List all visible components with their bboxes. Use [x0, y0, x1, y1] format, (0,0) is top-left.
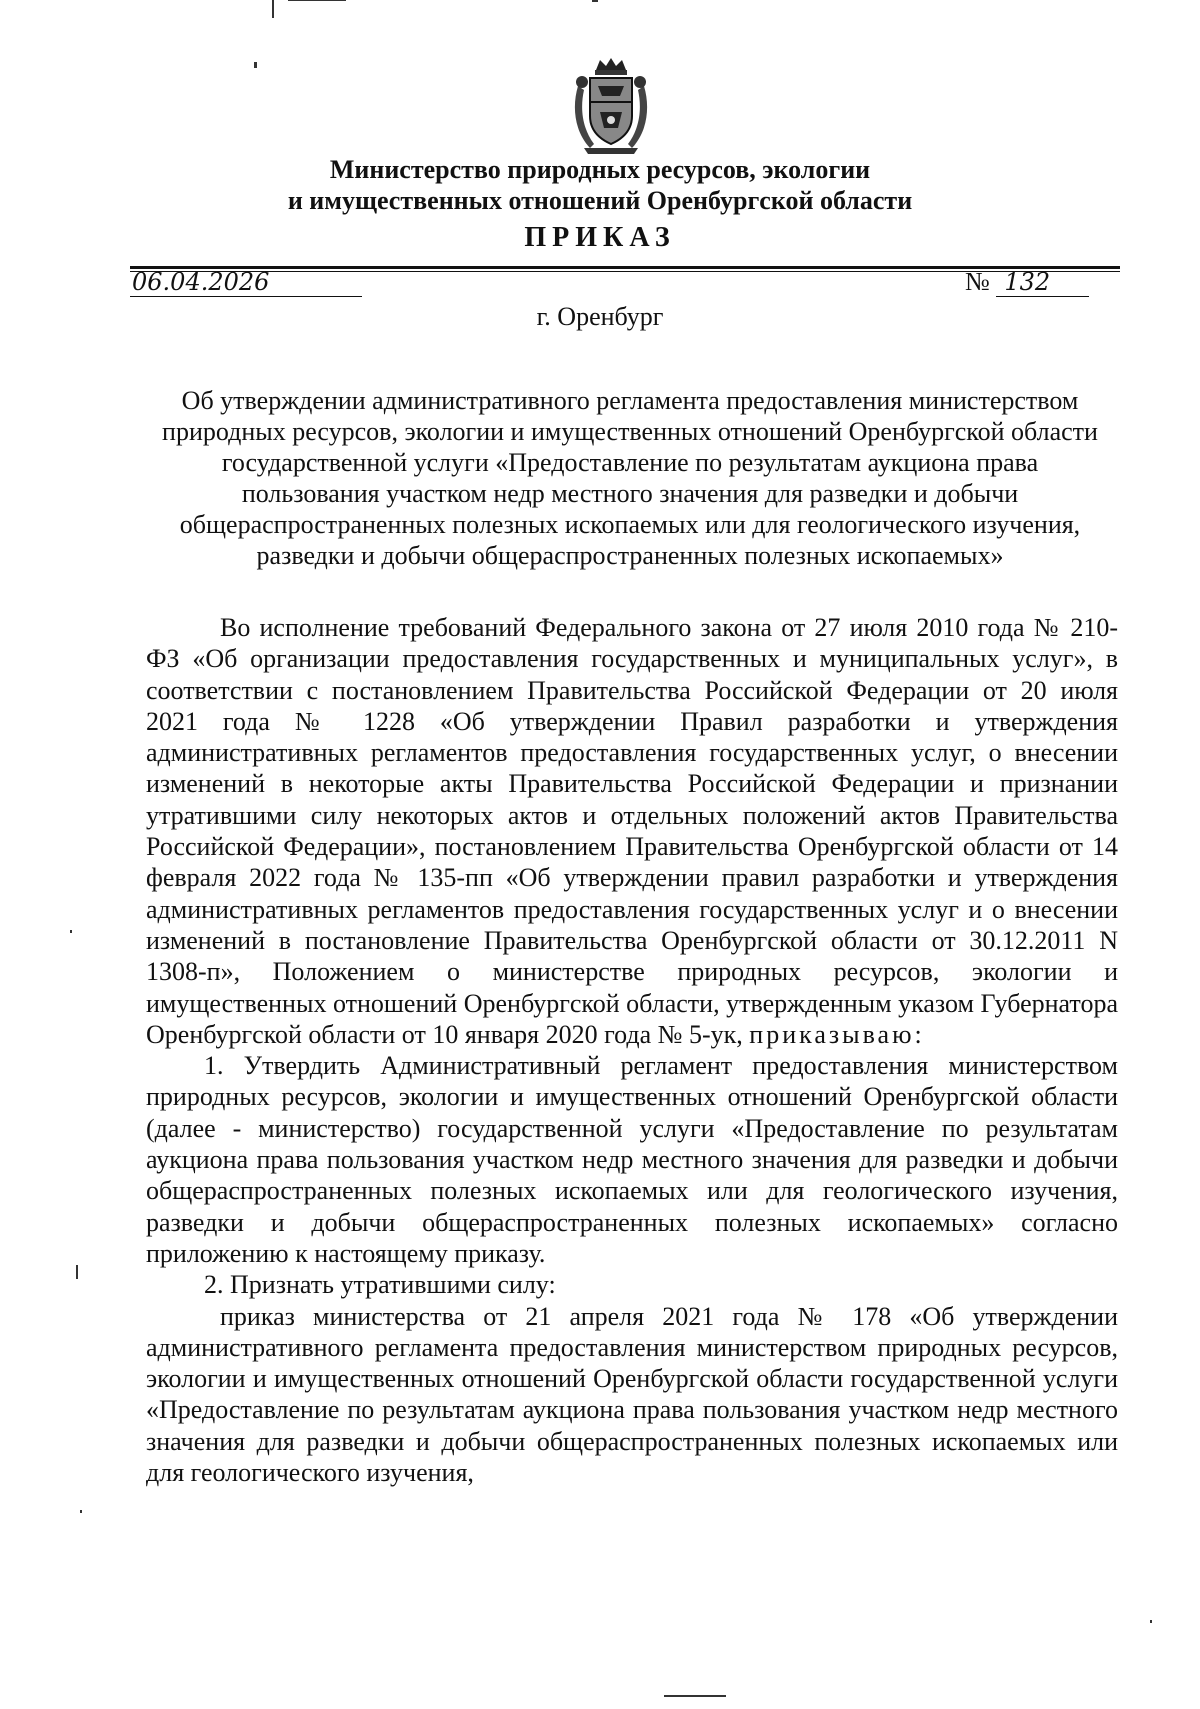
- order-date: 06.04.2026: [130, 268, 362, 297]
- scan-mark: [76, 1265, 78, 1279]
- order-title: ПРИКАЗ: [524, 222, 676, 253]
- scan-mark: [592, 0, 598, 2]
- item-2-text: приказ министерства от 21 апреля 2021 года № 178 «Об утверждении административного регламента предоставления министерством природных ресурсов, экологии и имущественных отношений Оренбургской области государственной услуги «Предоставление по результатам аукциона права пользования участком недр местного значения для разведки и добычи общераспространенных полезных ископаемых или для геологического изучения,: [146, 1301, 1118, 1488]
- order-body: [146, 612, 1118, 1488]
- preamble-text: Во исполнение требований Федерального закона от 27 июля 2010 года № 210-ФЗ «Об организации предоставления государственных и муниципальных услуг», в соответствии с постановлением Правительства Российской Федерации от 20 июля 2021 года № 1228 «Об утверждении Правил разработки и утверждения административных регламентов предоставления государственных услуг, о внесении изменений в некоторые акты Правительства Российской Федерации и признании утратившими силу некоторых актов и отдельных положений актов Правительства Российской Федерации», постановлением Правительства Оренбургской области от 14 февраля 2022 года № 135-пп «Об утверждении правил разработки и утверждения административных регламентов предоставления государственных услуг и о внесении изменений в постановление Правительства Оренбургской области от 30.12.2011 N 1308-п», Положением о министерстве природных ресурсов, экологии и имущественных отношений Оренбургской области, утвержденным указом Губернатора Оренбургской области от 10 января 2020 года № 5-ук,: [146, 613, 1118, 1049]
- order-subject: Об утверждении административного регламента предоставления министерством природных ресурсов, экологии и имущественных отношений Оренбургской области государственной услуги «Предоставление по результатам аукциона права пользования участком недр местного значения для разведки и добычи общераспространенных полезных ископаемых или для геологического изучения, разведки и добычи общераспространенных полезных ископаемых»: [162, 386, 1098, 570]
- preamble-paragraph: [146, 612, 1118, 1050]
- scan-mark: [664, 1695, 726, 1697]
- order-word: приказываю:: [749, 1019, 925, 1049]
- scan-mark: [80, 1510, 82, 1513]
- scan-mark: [272, 0, 274, 18]
- scan-mark: [254, 62, 257, 68]
- ministry-line-2: и имущественных отношений Оренбургской области: [287, 186, 913, 215]
- item-1: 1. Утвердить Административный регламент предоставления министерством природных ресурсов, экологии и имущественных отношений Оренбургской области (далее - министерство) государственной услуги «Предоставление по результатам аукциона права пользования участком недр местного значения для разведки и добычи общераспространенных полезных ископаемых или для геологического изучения, разведки и добычи общераспространенных полезных ископаемых» согласно приложению к настоящему приказу.: [146, 1051, 1118, 1268]
- scan-mark: [70, 930, 72, 933]
- city: г. Оренбург: [536, 302, 664, 331]
- number-label: №: [965, 267, 990, 296]
- scan-mark: [1150, 1620, 1152, 1623]
- ministry-line-1: Министерство природных ресурсов, экологии: [329, 155, 871, 184]
- scan-mark: [288, 0, 346, 1]
- number-value: 132: [996, 268, 1089, 297]
- item-2: 2. Признать утратившими силу:: [204, 1270, 556, 1300]
- order-number: [965, 268, 1120, 297]
- ministry-name: [200, 154, 1000, 216]
- orenburg-coat-of-arms-icon: [568, 56, 654, 156]
